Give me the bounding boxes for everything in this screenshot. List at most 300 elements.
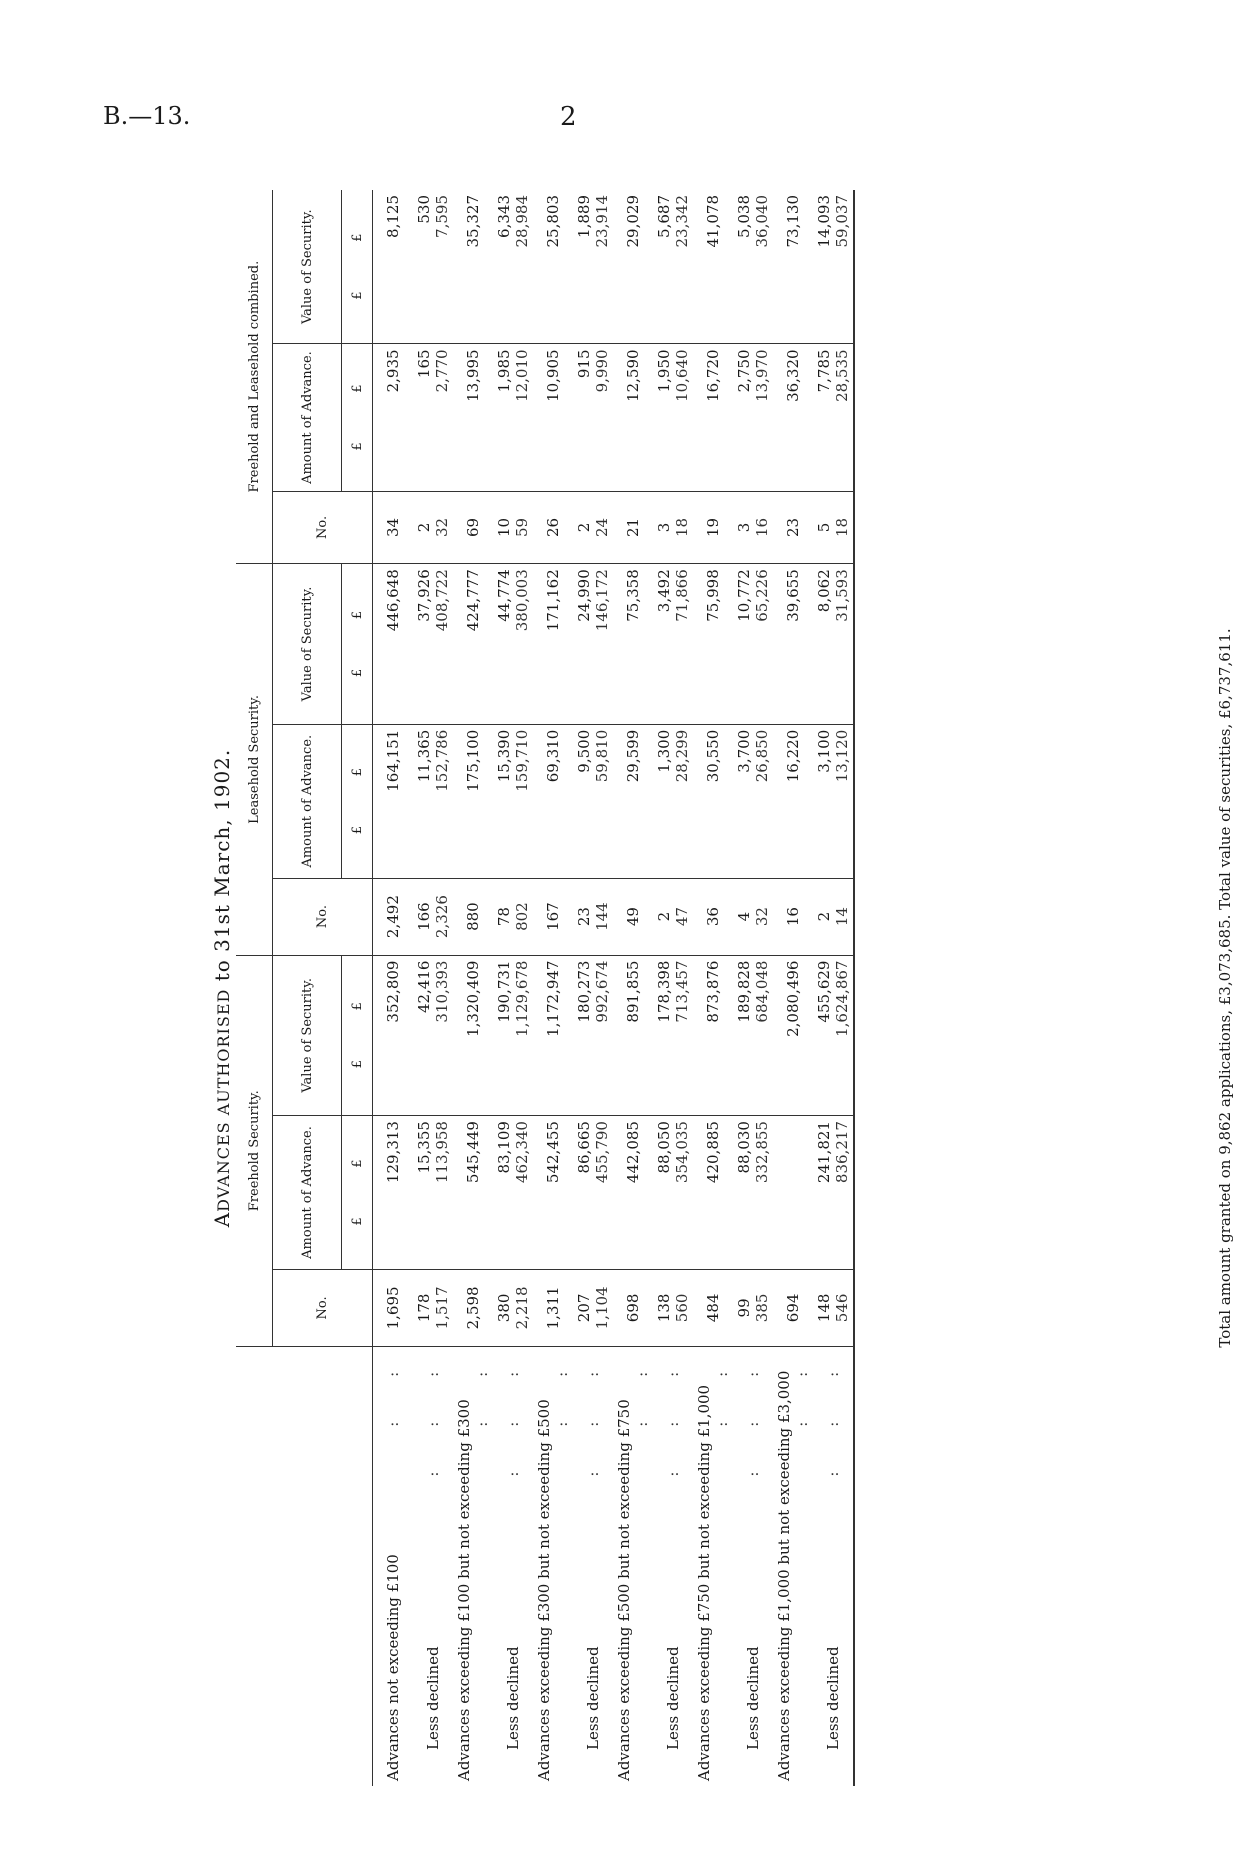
- subtotal-value: 32: [433, 517, 451, 538]
- cell-value: 15,390: [495, 729, 513, 783]
- subtotal-value: 26,850: [753, 729, 771, 783]
- l-amt-cell: [773, 724, 813, 878]
- subtotal-value: 71,866: [673, 569, 691, 622]
- cell-value: 2,492: [384, 895, 402, 939]
- cell-value: 5: [815, 522, 833, 533]
- subtotal-value: 18: [673, 517, 691, 538]
- cell-value: 129,313: [384, 1121, 402, 1184]
- c-val-cell: [493, 190, 533, 344]
- combined-no-header: No.: [273, 491, 373, 564]
- row-label-text: Less declined: [744, 1646, 762, 1750]
- subtotal-value: 1,104: [593, 1286, 611, 1330]
- cell-value: 8,062: [815, 569, 833, 613]
- subtotal-value: 380,003: [513, 569, 531, 632]
- table-row: [693, 190, 733, 1786]
- cell-value: 4: [735, 911, 753, 922]
- cell-value: 16: [784, 907, 802, 927]
- combined-value-header: Value of Security.: [273, 190, 342, 344]
- l-no-cell: [493, 878, 533, 955]
- advances-table: [236, 190, 855, 1786]
- f-val-cell: [573, 955, 613, 1116]
- cell-value: 75,998: [704, 569, 722, 622]
- leader-dots: : : :: [824, 1351, 842, 1477]
- l-val-cell: [693, 564, 733, 725]
- cell-value: 178: [415, 1293, 433, 1323]
- f-no-cell: [613, 1269, 653, 1346]
- c-amt-cell: [653, 344, 693, 491]
- cell-value: 891,855: [624, 960, 642, 1023]
- subtotal-value: 146,172: [593, 569, 611, 632]
- cell-value: 545,449: [464, 1121, 482, 1184]
- cell-value: 175,100: [464, 729, 482, 792]
- cell-value: 455,629: [815, 960, 833, 1023]
- cell-value: 10: [495, 517, 513, 538]
- f-amt-cell: [373, 1116, 414, 1270]
- subtotal-value: 992,674: [593, 960, 611, 1023]
- cell-value: 6,343: [495, 195, 513, 238]
- leader-dots: : :: [793, 1351, 811, 1427]
- f-amt-cell: [813, 1116, 854, 1270]
- cell-value: 3,492: [655, 569, 673, 613]
- cell-value: 36: [704, 907, 722, 927]
- subtotal-value: 23,914: [593, 195, 611, 248]
- f-amt-cell: [773, 1116, 813, 1270]
- subtotal-value: 713,457: [673, 960, 691, 1023]
- f-amt-cell: [493, 1116, 533, 1270]
- subtotal-value: 31,593: [833, 569, 851, 622]
- cell-value: 190,731: [495, 960, 513, 1023]
- row-label-text: Less declined: [504, 1646, 522, 1750]
- leader-dots: : : :: [744, 1351, 762, 1477]
- cell-value: 42,416: [415, 960, 433, 1014]
- currency-unit: £ £: [342, 344, 373, 491]
- subtotal-value: 354,035: [673, 1121, 691, 1184]
- cell-value: 446,648: [384, 569, 402, 632]
- f-val-cell: [493, 955, 533, 1116]
- subtotal-value: 2,326: [433, 895, 451, 939]
- f-amt-cell: [613, 1116, 653, 1270]
- cell-value: 21: [624, 517, 642, 538]
- f-no-cell: [693, 1269, 733, 1346]
- cell-value: 49: [624, 907, 642, 927]
- leader-dots: : : :: [664, 1351, 682, 1477]
- f-no-cell: [733, 1269, 773, 1346]
- subtotal-value: 28,299: [673, 729, 691, 783]
- f-amt-cell: [413, 1116, 453, 1270]
- subtotal-value: 1,517: [433, 1286, 451, 1330]
- l-no-cell: [773, 878, 813, 955]
- l-val-cell: [733, 564, 773, 725]
- cell-value: 698: [624, 1293, 642, 1323]
- l-val-cell: [493, 564, 533, 725]
- c-val-cell: [373, 190, 414, 344]
- cell-value: 88,050: [655, 1121, 673, 1174]
- f-val-cell: [693, 955, 733, 1116]
- leasehold-header: Leasehold Security.: [236, 564, 273, 955]
- f-val-cell: [773, 955, 813, 1116]
- c-val-cell: [413, 190, 453, 344]
- row-label: [533, 1346, 573, 1786]
- cell-value: 13,995: [464, 349, 482, 402]
- cell-value: 2,598: [464, 1286, 482, 1330]
- cell-value: 10,905: [544, 349, 562, 402]
- cell-value: 166: [415, 902, 433, 931]
- l-no-cell: [453, 878, 493, 955]
- subtotal-value: 684,048: [753, 960, 771, 1023]
- c-no-cell: [693, 491, 733, 564]
- c-amt-cell: [493, 344, 533, 491]
- l-val-cell: [653, 564, 693, 725]
- c-val-cell: [733, 190, 773, 344]
- l-amt-cell: [533, 724, 573, 878]
- cell-value: 37,926: [415, 569, 433, 622]
- l-amt-cell: [453, 724, 493, 878]
- l-val-cell: [773, 564, 813, 725]
- cell-value: 380: [495, 1293, 513, 1323]
- cell-value: 420,885: [704, 1121, 722, 1184]
- currency-unit: £ £: [342, 564, 373, 725]
- title-rest: to 31st March, 1902.: [210, 748, 234, 989]
- currency-unit: £ £: [342, 190, 373, 344]
- f-amt-cell: [653, 1116, 693, 1270]
- f-val-cell: [653, 955, 693, 1116]
- cell-value: 165: [415, 349, 433, 379]
- f-val-cell: [373, 955, 414, 1116]
- l-val-cell: [373, 564, 414, 725]
- subtotal-value: 546: [833, 1293, 851, 1323]
- f-val-cell: [413, 955, 453, 1116]
- cell-value: 12,590: [624, 349, 642, 402]
- l-no-cell: [533, 878, 573, 955]
- l-no-cell: [653, 878, 693, 955]
- cell-value: 915: [575, 349, 593, 379]
- subtotal-value: 332,855: [753, 1121, 771, 1184]
- c-no-cell: [773, 491, 813, 564]
- subtotal-value: 152,786: [433, 729, 451, 792]
- row-label: [653, 1346, 693, 1786]
- subtotal-value: 65,226: [753, 569, 771, 622]
- subtotal-value: 802: [513, 902, 531, 931]
- cell-value: 542,455: [544, 1121, 562, 1184]
- cell-value: 880: [464, 902, 482, 931]
- cell-value: 86,665: [575, 1121, 593, 1174]
- f-no-cell: [533, 1269, 573, 1346]
- cell-value: 180,273: [575, 960, 593, 1023]
- cell-value: 11,365: [415, 729, 433, 783]
- l-no-cell: [373, 878, 414, 955]
- subtotal-value: 24: [593, 517, 611, 538]
- cell-value: 171,162: [544, 569, 562, 632]
- cell-value: 2,750: [735, 349, 753, 393]
- subtotal-value: 32: [753, 907, 771, 927]
- c-no-cell: [613, 491, 653, 564]
- c-val-cell: [573, 190, 613, 344]
- page-reference: B.—13.: [103, 102, 191, 130]
- c-no-cell: [733, 491, 773, 564]
- subtotal-value: 28,535: [833, 349, 851, 402]
- cell-value: 16,720: [704, 349, 722, 402]
- cell-value: 5,038: [735, 195, 753, 238]
- subtotal-value: 462,340: [513, 1121, 531, 1184]
- cell-value: 2,080,496: [784, 960, 802, 1037]
- f-amt-cell: [453, 1116, 493, 1270]
- l-no-cell: [693, 878, 733, 955]
- c-val-cell: [453, 190, 493, 344]
- table-row: [813, 190, 854, 1786]
- freehold-amount-header: Amount of Advance.: [273, 1116, 342, 1270]
- c-amt-cell: [693, 344, 733, 491]
- cell-value: 44,774: [495, 569, 513, 622]
- cell-value: 1,695: [384, 1286, 402, 1330]
- leader-dots: : : :: [424, 1351, 442, 1477]
- row-label-text: Advances exceeding £500 but not exceeding £750: [615, 1399, 633, 1781]
- c-amt-cell: [373, 344, 414, 491]
- c-no-cell: [813, 491, 854, 564]
- cell-value: 178,398: [655, 960, 673, 1023]
- c-amt-cell: [413, 344, 453, 491]
- subtotal-value: 18: [833, 517, 851, 538]
- subtotal-value: 2,218: [513, 1286, 531, 1330]
- leader-dots: : : :: [504, 1351, 522, 1477]
- label-header: [236, 1346, 373, 1786]
- subtotal-value: 59: [513, 517, 531, 538]
- l-amt-cell: [573, 724, 613, 878]
- f-val-cell: [813, 955, 854, 1116]
- f-amt-cell: [733, 1116, 773, 1270]
- title-small-caps: DVANCES AUTHORISED: [214, 988, 233, 1212]
- cell-value: 352,809: [384, 960, 402, 1023]
- cell-value: 3: [655, 522, 673, 533]
- cell-value: 138: [655, 1293, 673, 1323]
- cell-value: 1,985: [495, 349, 513, 393]
- cell-value: 36,320: [784, 349, 802, 402]
- row-label-text: Less declined: [824, 1646, 842, 1750]
- cell-value: 24,990: [575, 569, 593, 622]
- c-amt-cell: [773, 344, 813, 491]
- leader-dots: : :: [633, 1351, 651, 1427]
- c-no-cell: [413, 491, 453, 564]
- c-amt-cell: [573, 344, 613, 491]
- subtotal-value: 16: [753, 517, 771, 538]
- totals-footnote: Total amount granted on 9,862 applications, £3,073,685. Total value of securities, £6,737,611.: [1216, 628, 1234, 1348]
- cell-value: 69: [464, 517, 482, 538]
- rotated-table-page: [210, 190, 1260, 1786]
- cell-value: 78: [495, 907, 513, 927]
- cell-value: 1,950: [655, 349, 673, 393]
- l-no-cell: [413, 878, 453, 955]
- f-no-cell: [573, 1269, 613, 1346]
- f-no-cell: [373, 1269, 414, 1346]
- cell-value: 167: [544, 902, 562, 931]
- c-no-cell: [493, 491, 533, 564]
- subtotal-value: 408,722: [433, 569, 451, 632]
- c-val-cell: [653, 190, 693, 344]
- table-row: [733, 190, 773, 1786]
- cell-value: 164,151: [384, 729, 402, 792]
- cell-value: 41,078: [704, 195, 722, 248]
- row-label-text: Advances exceeding £750 but not exceeding £1,000: [695, 1384, 713, 1781]
- cell-value: 14,093: [815, 195, 833, 248]
- subtotal-value: 836,217: [833, 1121, 851, 1184]
- cell-value: 75,358: [624, 569, 642, 622]
- row-label-text: Advances exceeding £1,000 but not exceeding £3,000: [775, 1370, 793, 1781]
- subtotal-value: 47: [673, 907, 691, 927]
- cell-value: 873,876: [704, 960, 722, 1023]
- leader-dots: : :: [713, 1351, 731, 1427]
- cell-value: 1,320,409: [464, 960, 482, 1037]
- f-val-cell: [733, 955, 773, 1116]
- freehold-value-header: Value of Security.: [273, 955, 342, 1116]
- f-val-cell: [453, 955, 493, 1116]
- row-label: [773, 1346, 813, 1786]
- table-row: [453, 190, 493, 1786]
- currency-unit: £ £: [342, 724, 373, 878]
- cell-value: 39,655: [784, 569, 802, 622]
- l-val-cell: [453, 564, 493, 725]
- subtotal-value: 36,040: [753, 195, 771, 248]
- cell-value: 1,889: [575, 195, 593, 238]
- l-amt-cell: [613, 724, 653, 878]
- l-val-cell: [533, 564, 573, 725]
- cell-value: 3,700: [735, 729, 753, 773]
- row-label: [373, 1346, 414, 1786]
- cell-value: 23: [575, 907, 593, 927]
- cell-value: 26: [544, 517, 562, 538]
- l-amt-cell: [733, 724, 773, 878]
- row-label-text: Less declined: [584, 1646, 602, 1750]
- subtotal-value: 1,624,867: [833, 960, 851, 1037]
- cell-value: 19: [704, 517, 722, 538]
- table-row: [613, 190, 653, 1786]
- cell-value: 189,828: [735, 960, 753, 1023]
- cell-value: 88,030: [735, 1121, 753, 1174]
- c-amt-cell: [613, 344, 653, 491]
- table-row: [373, 190, 414, 1786]
- l-no-cell: [613, 878, 653, 955]
- table-row: [493, 190, 533, 1786]
- cell-value: 484: [704, 1293, 722, 1323]
- cell-value: 424,777: [464, 569, 482, 632]
- subtotal-value: 385: [753, 1293, 771, 1323]
- l-amt-cell: [693, 724, 733, 878]
- c-no-cell: [573, 491, 613, 564]
- freehold-no-header: No.: [273, 1269, 373, 1346]
- l-val-cell: [573, 564, 613, 725]
- cell-value: 2: [655, 911, 673, 922]
- c-no-cell: [653, 491, 693, 564]
- subtotal-value: 1,129,678: [513, 960, 531, 1037]
- row-label: [453, 1346, 493, 1786]
- table-title: [210, 190, 234, 1786]
- cell-value: 1,300: [655, 729, 673, 773]
- f-amt-cell: [693, 1116, 733, 1270]
- subtotal-value: 455,790: [593, 1121, 611, 1184]
- subtotal-value: 2,770: [433, 349, 451, 393]
- table-row: [573, 190, 613, 1786]
- subtotal-value: 28,984: [513, 195, 531, 248]
- f-no-cell: [413, 1269, 453, 1346]
- leader-dots: : :: [553, 1351, 571, 1427]
- l-val-cell: [613, 564, 653, 725]
- l-amt-cell: [493, 724, 533, 878]
- cell-value: 694: [784, 1293, 802, 1323]
- cell-value: 207: [575, 1293, 593, 1323]
- c-val-cell: [533, 190, 573, 344]
- subtotal-value: 9,990: [593, 349, 611, 393]
- cell-value: 23: [784, 517, 802, 538]
- cell-value: 35,327: [464, 195, 482, 248]
- row-label-text: Advances exceeding £300 but not exceeding £500: [535, 1399, 553, 1781]
- table-body: [373, 190, 855, 1786]
- c-no-cell: [453, 491, 493, 564]
- f-no-cell: [453, 1269, 493, 1346]
- row-label: [733, 1346, 773, 1786]
- cell-value: 3,100: [815, 729, 833, 773]
- combined-amount-header: Amount of Advance.: [273, 344, 342, 491]
- row-label: [813, 1346, 854, 1786]
- cell-value: 2,935: [384, 349, 402, 393]
- l-val-cell: [813, 564, 854, 725]
- cell-value: 2: [575, 522, 593, 533]
- row-label: [413, 1346, 453, 1786]
- cell-value: 1,311: [544, 1286, 562, 1330]
- c-val-cell: [773, 190, 813, 344]
- f-no-cell: [813, 1269, 854, 1346]
- currency-unit: £ £: [342, 955, 373, 1116]
- cell-value: 10,772: [735, 569, 753, 622]
- f-val-cell: [613, 955, 653, 1116]
- row-label-text: Advances not exceeding £100: [384, 1554, 402, 1781]
- freehold-header: Freehold Security.: [236, 955, 273, 1346]
- c-val-cell: [813, 190, 854, 344]
- currency-unit: £ £: [342, 1116, 373, 1270]
- c-amt-cell: [533, 344, 573, 491]
- row-label: [693, 1346, 733, 1786]
- combined-header: Freehold and Leasehold combined.: [236, 190, 273, 564]
- leader-dots: : :: [384, 1351, 402, 1427]
- c-amt-cell: [813, 344, 854, 491]
- subtotal-value: 560: [673, 1293, 691, 1323]
- table-row: [533, 190, 573, 1786]
- f-no-cell: [773, 1269, 813, 1346]
- l-no-cell: [733, 878, 773, 955]
- f-val-cell: [533, 955, 573, 1116]
- cell-value: 5,687: [655, 195, 673, 238]
- table-row: [773, 190, 813, 1786]
- row-label-text: Less declined: [664, 1646, 682, 1750]
- subtotal-value: 12,010: [513, 349, 531, 402]
- l-no-cell: [813, 878, 854, 955]
- cell-value: 69,310: [544, 729, 562, 783]
- cell-value: 241,821: [815, 1121, 833, 1184]
- leader-dots: : :: [473, 1351, 491, 1427]
- cell-value: 29,029: [624, 195, 642, 248]
- cell-value: 15,355: [415, 1121, 433, 1174]
- l-val-cell: [413, 564, 453, 725]
- leasehold-no-header: No.: [273, 878, 373, 955]
- subtotal-value: 14: [833, 907, 851, 927]
- title-initial: A: [210, 1211, 234, 1228]
- cell-value: 530: [415, 195, 433, 224]
- subtotal-value: 59,037: [833, 195, 851, 248]
- cell-value: 25,803: [544, 195, 562, 248]
- l-amt-cell: [653, 724, 693, 878]
- cell-value: 30,550: [704, 729, 722, 783]
- l-amt-cell: [813, 724, 854, 878]
- table-row: [653, 190, 693, 1786]
- leasehold-amount-header: Amount of Advance.: [273, 724, 342, 878]
- cell-value: 16,220: [784, 729, 802, 783]
